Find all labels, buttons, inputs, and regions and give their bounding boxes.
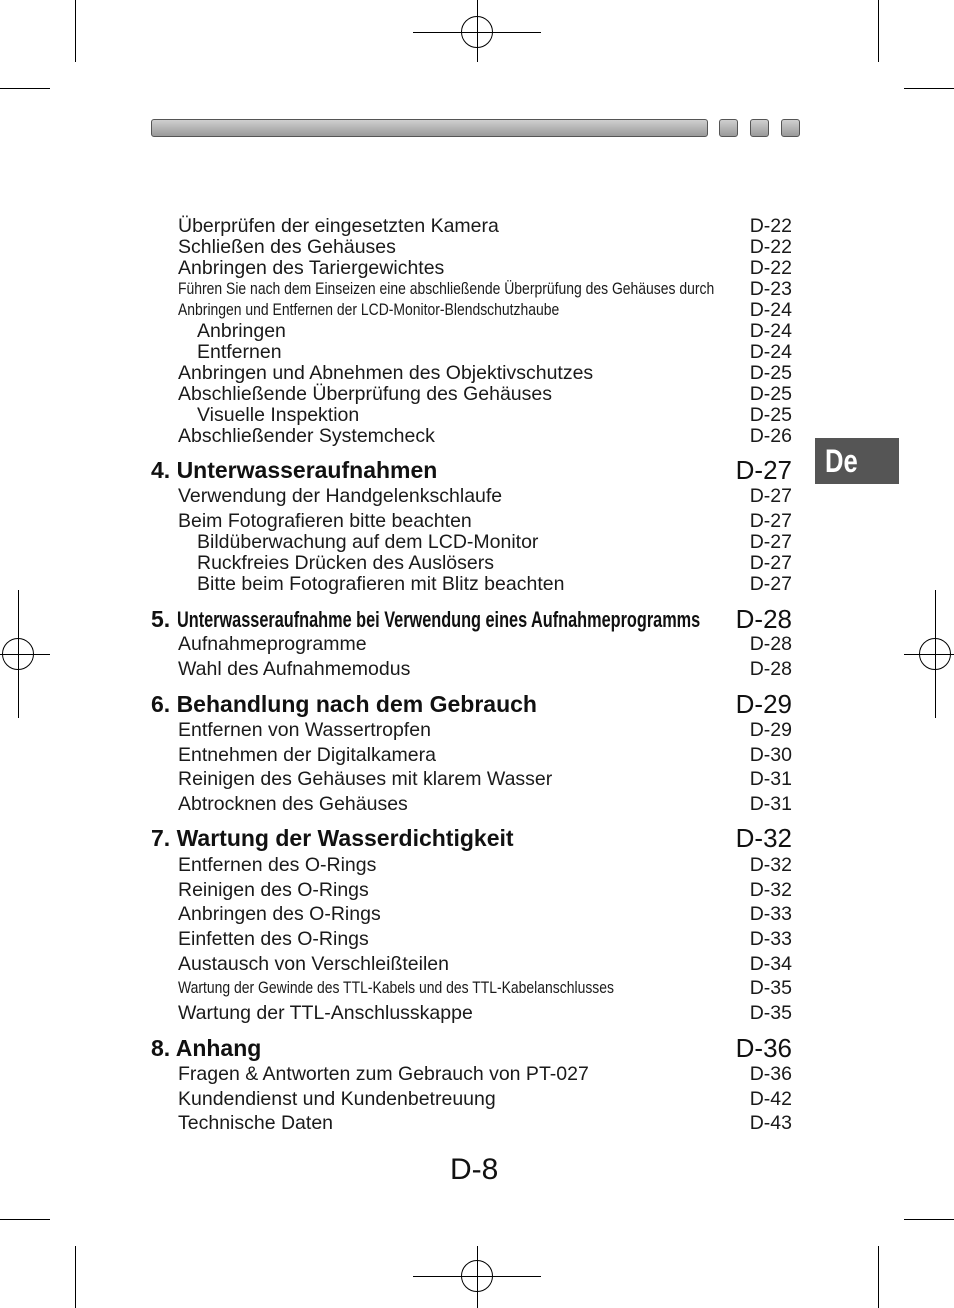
- toc-entry: [178, 903, 792, 925]
- toc-page-ref: D-30: [749, 744, 792, 766]
- toc-entry-title: 4. Unterwasseraufnahmen: [151, 457, 438, 483]
- toc-entry-title: Abschließender Systemcheck: [178, 425, 435, 447]
- section-heading: [151, 824, 792, 852]
- toc-page-ref: D-33: [749, 903, 792, 925]
- section-heading: [151, 690, 792, 718]
- toc-entry-title: Beim Fotografieren bitte beachten: [178, 510, 472, 532]
- toc-entry: [178, 633, 792, 655]
- toc-page-ref: D-27: [735, 455, 792, 485]
- page-number: D-8: [450, 1153, 499, 1186]
- toc-page-ref: D-26: [749, 425, 792, 447]
- toc-page-ref: D-32: [735, 823, 792, 853]
- toc-page-ref: D-22: [749, 215, 792, 237]
- toc-entry-title: Bitte beim Fotografieren mit Blitz beachten: [197, 573, 565, 595]
- toc-entry-title: Wartung der Gewinde des TTL-Kabels und des TTL-Kabelanschlusses: [178, 978, 614, 997]
- toc-entry: [178, 658, 792, 680]
- toc-entry-title: Bildüberwachung auf dem LCD-Monitor: [197, 531, 539, 553]
- toc-entry: [178, 854, 792, 876]
- toc-page-ref: D-25: [749, 404, 792, 426]
- toc-entry: [178, 879, 792, 901]
- toc-entry-title: Verwendung der Handgelenkschlaufe: [178, 485, 503, 507]
- toc-page-ref: D-28: [735, 604, 792, 634]
- toc-page-ref: D-42: [749, 1088, 792, 1110]
- toc-entry-title: Technische Daten: [178, 1112, 334, 1134]
- toc-page-ref: D-31: [749, 768, 792, 790]
- toc-entry-title: Anbringen und Abnehmen des Objektivschutzes: [178, 362, 594, 384]
- toc-entry-title: Schließen des Gehäuses: [178, 236, 396, 258]
- toc-page-ref: D-28: [749, 658, 792, 680]
- toc-entry-title: 8. Anhang: [151, 1035, 262, 1061]
- toc-entry-title: Entnehmen der Digitalkamera: [178, 744, 436, 766]
- section-number: 5.: [151, 606, 171, 632]
- toc-entry: [178, 362, 792, 384]
- toc-entry-title: Reinigen des O-Rings: [178, 879, 369, 901]
- toc-entry-title: Entfernen des O-Rings: [178, 854, 377, 876]
- toc-page-ref: D-27: [749, 552, 792, 574]
- toc-entry-title: Anbringen des Tariergewichtes: [178, 257, 445, 279]
- toc-entry: [178, 215, 792, 237]
- toc-entry: [178, 1063, 792, 1085]
- section-title-text: Unterwasseraufnahme bei Verwendung eines Aufnahmeprogramms: [176, 607, 700, 632]
- toc-entry: [178, 1002, 792, 1024]
- toc-entry: [178, 299, 792, 321]
- toc-entry-title: Anbringen des O-Rings: [178, 903, 381, 925]
- toc-entry: [178, 257, 792, 279]
- toc-page-ref: D-27: [749, 531, 792, 553]
- toc-page-ref: D-35: [749, 977, 792, 999]
- toc-page-ref: D-36: [735, 1033, 792, 1063]
- toc-entry-title: Aufnahmeprogramme: [178, 633, 367, 655]
- toc-page-ref: D-29: [749, 719, 792, 741]
- toc-entry: [178, 793, 792, 815]
- toc-entry-title: Abtrocknen des Gehäuses: [178, 793, 408, 815]
- toc-entry: [178, 485, 792, 507]
- toc-entry: [197, 573, 792, 595]
- toc-page-ref: D-31: [749, 793, 792, 815]
- toc-page-ref: D-24: [749, 341, 792, 363]
- toc-page-ref: D-25: [749, 383, 792, 405]
- toc-entry-title: Wahl des Aufnahmemodus: [178, 658, 411, 680]
- toc-page-ref: D-32: [749, 879, 792, 901]
- toc-entry-title: Wartung der TTL-Anschlusskappe: [178, 1002, 473, 1024]
- language-tab: De: [815, 438, 899, 484]
- toc-page-ref: D-36: [749, 1063, 792, 1085]
- toc-page-ref: D-34: [749, 953, 792, 975]
- toc-entry-title: Abschließende Überprüfung des Gehäuses: [178, 383, 552, 405]
- toc-entry-title: Reinigen des Gehäuses mit klarem Wasser: [178, 768, 553, 790]
- toc-entry: [178, 425, 792, 447]
- toc-entry: [178, 510, 792, 532]
- section-heading: [151, 456, 792, 484]
- toc-page-ref: D-24: [749, 299, 792, 321]
- toc-entry-title: Anbringen und Entfernen der LCD-Monitor-Blendschutzhaube: [178, 300, 560, 319]
- toc-entry-title: Entfernen von Wassertropfen: [178, 719, 431, 741]
- toc-entry: [197, 531, 792, 553]
- toc-entry-title: Fragen & Antworten zum Gebrauch von PT-027: [178, 1063, 589, 1085]
- toc-entry: [197, 320, 792, 342]
- toc-page-ref: D-22: [749, 236, 792, 258]
- toc-entry: [178, 278, 792, 300]
- toc-entry-title: Führen Sie nach dem Einseizen eine abschließende Überprüfung des Gehäuses durch: [178, 279, 715, 298]
- toc-entry: [197, 404, 792, 426]
- toc-page-ref: D-33: [749, 928, 792, 950]
- toc-page-ref: D-24: [749, 320, 792, 342]
- toc-entry-title: Ruckfreies Drücken des Auslösers: [197, 552, 494, 574]
- toc-page-ref: D-32: [749, 854, 792, 876]
- toc-entry: [197, 552, 792, 574]
- toc-entry: [178, 744, 792, 766]
- toc-entry-title: 7. Wartung der Wasserdichtigkeit: [151, 825, 514, 851]
- toc-entry: [178, 953, 792, 975]
- toc-entry: [178, 236, 792, 258]
- toc-entry: [197, 341, 792, 363]
- toc-page-ref: D-22: [749, 257, 792, 279]
- toc-entry-title: 6. Behandlung nach dem Gebrauch: [151, 691, 537, 717]
- toc-entry: [178, 1112, 792, 1134]
- toc-page-ref: D-27: [749, 510, 792, 532]
- toc-page-ref: D-28: [749, 633, 792, 655]
- toc-entry: [178, 928, 792, 950]
- toc-page-ref: D-27: [749, 485, 792, 507]
- toc-entry-title: Visuelle Inspektion: [197, 404, 360, 426]
- toc-entry: [178, 1088, 792, 1110]
- toc-page-ref: D-27: [749, 573, 792, 595]
- toc-entry: [178, 383, 792, 405]
- section-heading: [151, 605, 792, 633]
- toc-page-ref: D-35: [749, 1002, 792, 1024]
- toc-page-ref: D-43: [749, 1112, 792, 1134]
- toc-entry: [178, 768, 792, 790]
- toc-entry-title: Überprüfen der eingesetzten Kamera: [178, 215, 499, 237]
- toc-entry: [178, 977, 792, 999]
- toc-page-ref: D-23: [749, 278, 792, 300]
- toc-entry-title: Austausch von Verschleißteilen: [178, 953, 449, 975]
- toc-entry-title: Anbringen: [197, 320, 286, 342]
- toc-page-ref: D-29: [735, 689, 792, 719]
- toc-entry-title: Einfetten des O-Rings: [178, 928, 369, 950]
- toc-entry-title: Entfernen: [197, 341, 282, 363]
- toc-page-ref: D-25: [749, 362, 792, 384]
- section-heading: [151, 1034, 792, 1062]
- toc-entry: [178, 719, 792, 741]
- toc-entry-title: Kundendienst und Kundenbetreuung: [178, 1088, 496, 1110]
